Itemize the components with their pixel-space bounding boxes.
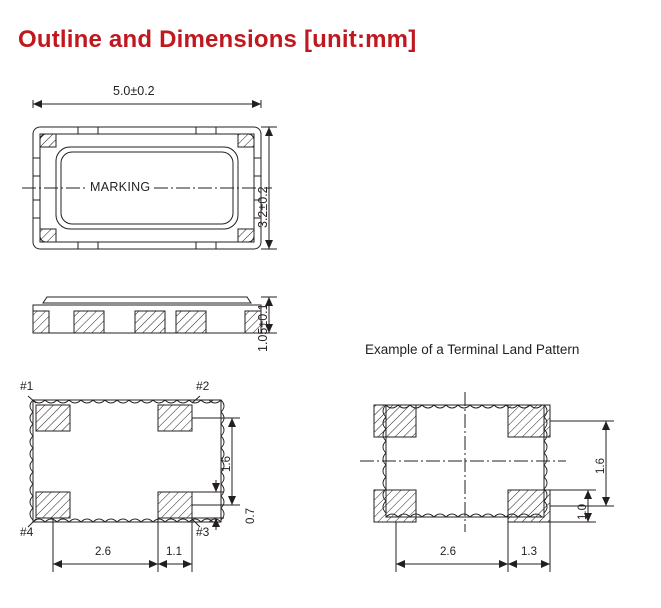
land-pad-2 xyxy=(508,405,550,437)
marking-label: MARKING xyxy=(87,180,153,194)
dim-label-1p6mm-bottom: 1.6 xyxy=(221,456,233,472)
pad-1 xyxy=(36,405,70,431)
pad-4 xyxy=(36,492,70,518)
pin-label-2: #2 xyxy=(196,379,210,393)
top-view-notch-top-2 xyxy=(196,127,216,134)
side-view-group xyxy=(33,297,277,333)
land-pad-4 xyxy=(374,490,416,522)
land-pad-1 xyxy=(374,405,416,437)
top-view-notch-right-1 xyxy=(254,158,261,176)
dim-label-1p0mm: 1.0 xyxy=(577,504,589,520)
land-pattern-caption: Example of a Terminal Land Pattern xyxy=(365,342,580,357)
top-view-notch-top-1 xyxy=(78,127,98,134)
dim-label-1p1mm: 1.1 xyxy=(166,546,182,558)
top-view-group xyxy=(22,100,277,249)
pad-3 xyxy=(158,492,192,518)
land-pattern-group xyxy=(360,392,614,572)
dim-label-2p6mm-bottom: 2.6 xyxy=(95,546,111,558)
bottom-view-pads xyxy=(36,405,192,518)
dim-label-height-1p05mm: 1.05±0.1 xyxy=(256,303,270,352)
bottom-view-group xyxy=(28,396,240,572)
side-view-terminals xyxy=(33,311,261,333)
side-view-lid xyxy=(43,297,251,303)
dim-label-1p3mm: 1.3 xyxy=(521,546,537,558)
dim-label-1p6mm-land: 1.6 xyxy=(595,458,607,474)
top-view-notch-bottom-1 xyxy=(78,242,98,249)
top-view-notch-bottom-2 xyxy=(196,242,216,249)
pad-2 xyxy=(158,405,192,431)
land-pad-3 xyxy=(508,490,550,522)
pin-label-3: #3 xyxy=(196,525,210,539)
page-title: Outline and Dimensions [unit:mm] xyxy=(18,26,417,53)
pin-label-1: #1 xyxy=(20,379,34,393)
dim-label-2p6mm-land: 2.6 xyxy=(440,546,456,558)
pin-label-4: #4 xyxy=(20,525,34,539)
dim-label-width-5mm: 5.0±0.2 xyxy=(113,84,155,98)
dim-label-height-3p2mm: 3.2±0.2 xyxy=(256,186,270,228)
top-view-notch-left-1 xyxy=(33,158,40,176)
dim-label-0p7mm: 0.7 xyxy=(245,508,257,524)
top-view-notch-left-2 xyxy=(33,200,40,218)
land-pattern-pads xyxy=(374,405,550,522)
